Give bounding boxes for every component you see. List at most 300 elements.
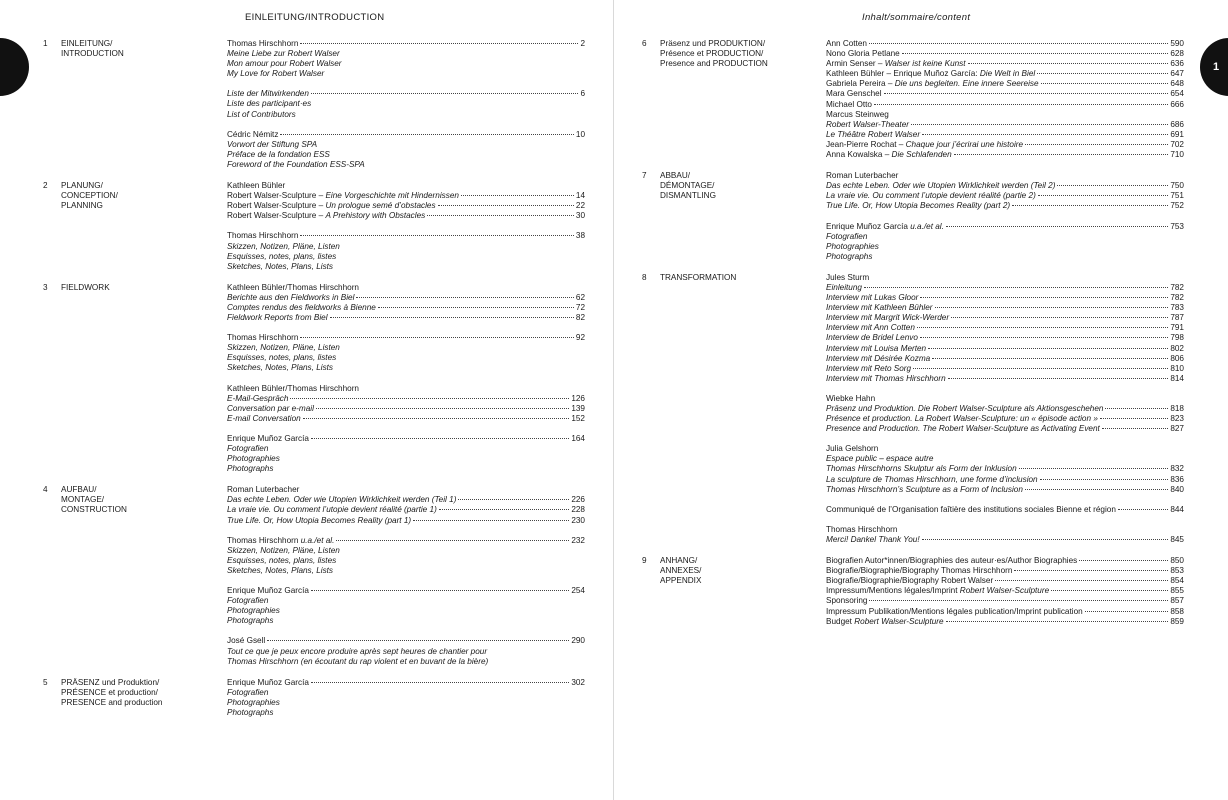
page-number: 850 — [1170, 556, 1184, 566]
toc-section — [642, 39, 1184, 160]
entry-text-main: Kathleen Bühler – Enrique Muñoz García: — [826, 69, 980, 79]
dot-leader — [336, 540, 569, 541]
dot-leader — [413, 520, 569, 521]
entry-text — [227, 636, 265, 646]
entry-group — [826, 171, 1184, 211]
entry-text — [227, 495, 456, 505]
section-entries — [227, 181, 585, 272]
entry-text — [227, 242, 340, 252]
entry-text-main: Fotografien — [826, 231, 868, 241]
dot-leader — [869, 600, 1168, 601]
entry-text — [826, 454, 933, 464]
entry-text — [826, 444, 878, 454]
entry-text-main: Interview mit Reto Sorg — [826, 363, 912, 373]
toc-entry — [826, 69, 1184, 79]
entry-text-main: Thomas Hirschhorn’s Sculpture as a Form of Inclusion — [826, 484, 1023, 494]
entry-text — [227, 414, 301, 424]
toc-section — [43, 181, 585, 272]
entry-text — [826, 424, 1100, 434]
toc-entry — [826, 586, 1184, 596]
entry-text — [826, 354, 930, 364]
dot-leader — [330, 317, 574, 318]
dot-leader — [280, 134, 573, 135]
entry-text-main: E-mail Conversation — [227, 413, 301, 423]
entry-text-main: Photographies — [227, 606, 280, 616]
toc-entry — [826, 49, 1184, 59]
toc-entry — [227, 434, 585, 444]
toc-entry — [227, 293, 585, 303]
entry-text — [826, 150, 952, 160]
toc-entry — [826, 283, 1184, 293]
entry-text-main: Roman Luterbacher — [826, 171, 899, 181]
entry-text-main: Photographs — [227, 464, 274, 474]
toc-entry — [227, 69, 585, 79]
entry-text-main: Interview mit Thomas Hirschhorn — [826, 373, 946, 383]
entry-text-main: Nono Gloria Petlane — [826, 49, 900, 59]
entry-text-main: Biografien Autor*innen/Biographies des auteur·es/Author Biographies — [826, 556, 1078, 566]
dot-leader — [917, 327, 1168, 328]
entry-text-main: Enrique Muñoz García — [227, 433, 309, 443]
running-head-right: Inhalt/sommaire/content — [862, 12, 971, 23]
entry-text — [227, 678, 309, 688]
section-title: FIELDWORK — [61, 282, 110, 292]
entry-text — [826, 475, 1038, 485]
page-number: 647 — [1170, 69, 1184, 79]
page-number: 302 — [571, 677, 585, 687]
entry-text — [826, 110, 889, 120]
entry-text — [826, 374, 946, 384]
toc-entry — [826, 293, 1184, 303]
entry-group — [227, 39, 585, 79]
section-title: PRÄSENZ und Produktion/ PRÉSENCE et production/ PRESENCE and production — [61, 677, 163, 707]
dot-leader — [1019, 468, 1169, 469]
dot-leader — [951, 317, 1168, 318]
entry-text — [826, 535, 920, 545]
section-title: ANHANG/ ANNEXES/ APPENDIX — [660, 556, 702, 586]
toc-entry — [227, 262, 585, 272]
entry-text — [227, 283, 359, 293]
entry-text-main: Le Théâtre Robert Walser — [826, 129, 921, 139]
toc-entry — [227, 394, 585, 404]
dot-leader — [946, 226, 1168, 227]
entry-text-main: True Life. Or, How Utopia Becomes Reality (part 1) — [227, 515, 412, 525]
page-number: 691 — [1170, 129, 1184, 139]
entry-text — [227, 160, 365, 170]
entry-text-main: Photographies — [826, 241, 879, 251]
entry-text-main: Marcus Steinweg — [826, 109, 889, 119]
section-title: PLANUNG/ CONCEPTION/ PLANNING — [61, 181, 118, 211]
page-number: 751 — [1170, 191, 1184, 201]
dot-leader — [438, 205, 574, 206]
entry-text — [826, 100, 872, 110]
dot-leader — [1079, 560, 1168, 561]
entry-text-main: Mon amour pour Robert Walser — [227, 59, 342, 69]
entry-text — [826, 171, 898, 181]
entry-text-main: Biografie/Biographie/Biography Robert Walser — [826, 576, 994, 586]
section-title: TRANSFORMATION — [660, 272, 737, 282]
toc-entry — [826, 39, 1184, 49]
entry-text — [826, 596, 867, 606]
toc-entry — [826, 374, 1184, 384]
entry-text — [227, 201, 436, 211]
chapter-tab: 1 — [1200, 38, 1228, 96]
entry-text — [826, 140, 1023, 150]
dot-leader — [995, 580, 1168, 581]
entry-text — [826, 222, 944, 232]
dot-leader — [922, 134, 1168, 135]
page-number: 72 — [575, 302, 585, 312]
toc-entry — [826, 333, 1184, 343]
page-number: 752 — [1170, 201, 1184, 211]
page-number: 854 — [1170, 576, 1184, 586]
entry-text-main: Armin Senser – — [826, 59, 885, 69]
page-number: 126 — [571, 393, 585, 403]
entry-text — [227, 99, 311, 109]
entry-text-italic: u.a./et al. — [910, 221, 944, 231]
entry-text-main: Fieldwork Reports from Biel — [227, 313, 328, 323]
toc-entry — [227, 231, 585, 241]
entry-text-main: Espace public – espace autre — [826, 454, 934, 464]
toc-entry — [227, 556, 585, 566]
dot-leader — [911, 124, 1168, 125]
toc-entry — [826, 130, 1184, 140]
section-title: AUFBAU/ MONTAGE/ CONSTRUCTION — [61, 485, 127, 515]
section-title: EINLEITUNG/ INTRODUCTION — [61, 39, 124, 59]
dot-leader — [920, 337, 1168, 338]
dot-leader — [1041, 83, 1169, 84]
toc-entry — [227, 708, 585, 718]
entry-text — [826, 586, 1049, 596]
entry-text-main: Thomas Hirschhorns Skulptur als Form der Inklusion — [826, 464, 1017, 474]
toc-entry — [227, 688, 585, 698]
entry-text-main: Tout ce que je peux encore produire après sept heures de chantier pour — [227, 646, 488, 656]
dot-leader — [1085, 611, 1169, 612]
entry-text-main: Foreword of the Foundation ESS-SPA — [227, 159, 365, 169]
entry-group — [826, 273, 1184, 384]
entry-group — [227, 89, 585, 119]
entry-text — [826, 505, 1116, 515]
toc-entry — [826, 273, 1184, 283]
toc-entry — [227, 150, 585, 160]
entry-text — [826, 49, 900, 59]
entry-text — [826, 576, 993, 586]
toc-entry — [227, 647, 585, 657]
page-number: 666 — [1170, 99, 1184, 109]
entry-text — [227, 231, 298, 241]
entry-group — [227, 333, 585, 373]
toc-entry — [227, 404, 585, 414]
entry-group — [826, 444, 1184, 494]
page-number: 164 — [571, 433, 585, 443]
toc-entry — [826, 566, 1184, 576]
dot-leader — [311, 438, 569, 439]
entry-text — [227, 353, 336, 363]
entry-text — [227, 657, 488, 667]
entry-text — [826, 607, 1083, 617]
entry-text — [826, 181, 1055, 191]
entry-text — [826, 130, 920, 140]
entry-text — [826, 69, 1035, 79]
entry-text — [826, 556, 1077, 566]
dot-leader — [311, 682, 569, 683]
section-entries — [227, 678, 585, 718]
entry-text — [826, 617, 944, 627]
entry-text — [826, 273, 869, 283]
page-number: 783 — [1170, 303, 1184, 313]
toc-entry — [826, 232, 1184, 242]
entry-text-main: Interview mit Kathleen Bühler — [826, 303, 933, 313]
page-number: 636 — [1170, 59, 1184, 69]
entry-text-main: Fotografien — [227, 444, 269, 453]
entry-text — [227, 434, 309, 444]
entry-text-main: Sketches, Notes, Plans, Lists — [227, 261, 334, 271]
entry-text-italic: Die Schlafenden — [891, 150, 952, 160]
entry-text-main: Gabriela Pereira – — [826, 79, 895, 89]
toc-section — [642, 556, 1184, 627]
section-number: 2 — [43, 181, 48, 191]
entry-text-main: Jean-Pierre Rochat – — [826, 139, 906, 149]
toc-entry — [227, 89, 585, 99]
entry-text-main: Cédric Némitz — [227, 129, 279, 139]
entry-text — [826, 89, 882, 99]
page-number: 648 — [1170, 79, 1184, 89]
toc-entry — [227, 252, 585, 262]
toc-entry — [826, 404, 1184, 414]
dot-leader — [920, 297, 1168, 298]
toc-entry — [227, 454, 585, 464]
entry-text — [227, 404, 314, 414]
dot-leader — [300, 337, 573, 338]
toc-entry — [227, 464, 585, 474]
page-number: 226 — [571, 495, 585, 505]
entry-text-main: Communiqué de l’Organisation faîtière des institutions sociales Bienne et région — [826, 504, 1116, 514]
toc-entry — [826, 89, 1184, 99]
entry-text — [826, 404, 1103, 414]
entry-text-main: Présence et production. La Robert Walser-Sculpture: un « épisode action » — [826, 414, 1098, 424]
dot-leader — [1040, 479, 1169, 480]
dot-leader — [864, 287, 1168, 288]
page-number: 30 — [575, 211, 585, 221]
entry-text — [826, 252, 872, 262]
toc-entry — [227, 495, 585, 505]
toc-entry — [227, 283, 585, 293]
section-number: 6 — [642, 39, 647, 48]
page-number: 802 — [1170, 343, 1184, 353]
entry-text-main: Interview mit Lukas Gloor — [826, 293, 919, 303]
toc-entry — [227, 343, 585, 353]
toc-entry — [826, 454, 1184, 464]
entry-text-main: Budget — [826, 616, 855, 626]
entry-text — [227, 130, 278, 140]
page-number: 836 — [1170, 474, 1184, 484]
toc-section — [43, 39, 585, 170]
entry-text — [826, 191, 1036, 201]
entry-text-main: E-Mail-Gespräch — [227, 393, 289, 403]
toc-entry — [227, 363, 585, 373]
dot-leader — [290, 398, 569, 399]
toc-right — [642, 39, 1184, 638]
entry-text-main: Michael Otto — [826, 99, 872, 109]
toc-entry — [826, 444, 1184, 454]
toc-entry — [227, 49, 585, 59]
entry-text-main: Esquisses, notes, plans, listes — [227, 555, 337, 565]
toc-entry — [826, 59, 1184, 69]
running-head-left: EINLEITUNG/INTRODUCTION — [245, 12, 385, 23]
entry-text-main: Photographs — [227, 616, 274, 626]
entry-text-main: Thomas Hirschhorn — [227, 535, 301, 545]
toc-entry — [227, 191, 585, 201]
page-number: 290 — [571, 636, 585, 646]
dot-leader — [1025, 489, 1168, 490]
toc-entry — [227, 586, 585, 596]
toc-entry — [227, 616, 585, 626]
entry-text-main: Conversation par e-mail — [227, 403, 314, 413]
entry-text-italic: Die Welt in Biel — [979, 69, 1036, 79]
page-number: 818 — [1170, 404, 1184, 413]
dot-leader — [1057, 185, 1168, 186]
entry-text-main: Das echte Leben. Oder wie Utopien Wirklichkeit werden (Teil 1) — [227, 495, 457, 505]
toc-entry — [227, 546, 585, 556]
section-entries — [826, 171, 1184, 262]
right-page — [614, 0, 1228, 800]
entry-text — [826, 414, 1098, 424]
dot-leader — [267, 640, 569, 641]
page-number: 810 — [1170, 363, 1184, 373]
entry-text — [227, 384, 359, 394]
entry-text-main: Comptes rendus des fieldworks à Bienne — [227, 302, 376, 312]
entry-text-main: José Gsell — [227, 636, 266, 646]
entry-group — [227, 231, 585, 271]
section-number: 5 — [43, 677, 48, 687]
dot-leader — [932, 358, 1168, 359]
toc-entry — [826, 505, 1184, 515]
toc-entry — [227, 201, 585, 211]
entry-text — [227, 454, 280, 464]
page-number: 92 — [575, 333, 585, 343]
toc-entry — [826, 525, 1184, 535]
page-number: 806 — [1170, 353, 1184, 363]
entry-text-main: Robert Walser-Theater — [826, 119, 909, 129]
dot-leader — [1100, 418, 1168, 419]
toc-entry — [826, 120, 1184, 130]
entry-text-main: Jules Sturm — [826, 272, 870, 282]
toc-section — [43, 283, 585, 475]
toc-entry — [826, 313, 1184, 323]
entry-text-main: Photographs — [227, 707, 274, 717]
entry-group — [826, 525, 1184, 545]
entry-text — [826, 525, 897, 535]
entry-text — [227, 516, 411, 526]
toc-entry — [826, 242, 1184, 252]
section-entries — [227, 39, 585, 170]
toc-entry — [227, 505, 585, 515]
page-number: 832 — [1170, 464, 1184, 474]
entry-text — [227, 647, 487, 657]
entry-text — [227, 181, 285, 191]
toc-section — [43, 678, 585, 718]
toc-entry — [227, 536, 585, 546]
section-entries — [826, 556, 1184, 627]
entry-text — [227, 110, 296, 120]
section-title: ABBAU/ DÉMONTAGE/ DISMANTLING — [660, 171, 716, 201]
entry-text-main: Skizzen, Notizen, Pläne, Listen — [227, 241, 340, 251]
dot-leader — [968, 63, 1169, 64]
entry-text-main: Interview mit Louisa Merten — [826, 343, 927, 353]
entry-text — [227, 252, 336, 262]
toc-entry — [826, 344, 1184, 354]
entry-text-main: Interview mit Désirée Kozma — [826, 353, 931, 363]
toc-entry — [826, 464, 1184, 474]
dot-leader — [378, 307, 574, 308]
dot-leader — [1037, 73, 1168, 74]
entry-text-italic: Walser ist keine Kunst — [884, 59, 966, 69]
entry-text — [826, 566, 1012, 576]
entry-text — [227, 140, 317, 150]
dot-leader — [954, 154, 1169, 155]
entry-text — [826, 313, 949, 323]
entry-text-main: Photographies — [227, 454, 280, 464]
page-number: 840 — [1170, 484, 1184, 494]
toc-entry — [826, 181, 1184, 191]
entry-text-main: Fotografien — [227, 687, 269, 697]
entry-text — [227, 69, 324, 79]
entry-text-main: Fotografien — [227, 596, 269, 606]
page-number: 38 — [575, 231, 585, 241]
entry-text — [826, 201, 1010, 211]
entry-text-main: Photographies — [227, 697, 280, 707]
entry-text-main: Esquisses, notes, plans, listes — [227, 353, 337, 363]
entry-text — [227, 303, 376, 313]
toc-entry — [227, 485, 585, 495]
dot-leader — [427, 215, 574, 216]
entry-text — [227, 596, 268, 606]
toc-entry — [227, 303, 585, 313]
entry-text — [227, 262, 333, 272]
page-number: 62 — [575, 292, 585, 302]
entry-text — [227, 505, 437, 515]
toc-entry — [826, 485, 1184, 495]
entry-text-main: Robert Walser-Sculpture – — [227, 211, 326, 221]
page-number: 853 — [1170, 566, 1184, 576]
entry-text-italic: Chaque jour j’écrirai une histoire — [905, 139, 1024, 149]
entry-text — [227, 556, 336, 566]
dot-leader — [1118, 509, 1168, 510]
entry-text — [227, 293, 354, 303]
page-number: 845 — [1170, 534, 1184, 544]
page-number: 753 — [1170, 221, 1184, 231]
toc-section — [642, 171, 1184, 262]
toc-entry — [826, 535, 1184, 545]
entry-text — [826, 39, 867, 49]
entry-text — [227, 89, 309, 99]
page-number: 254 — [571, 586, 585, 596]
page-number: 857 — [1170, 596, 1184, 606]
toc-entry — [227, 414, 585, 424]
entry-text-main: True Life. Or, How Utopia Becomes Reality (part 2) — [826, 201, 1011, 211]
entry-text-main: La vraie vie. Ou comment l’utopie devient réalité (partie 1) — [227, 505, 437, 515]
entry-text — [826, 283, 862, 293]
dot-leader — [1038, 195, 1169, 196]
entry-text — [826, 232, 867, 242]
page-number: 791 — [1170, 323, 1184, 333]
entry-text-main: Liste des participant·es — [227, 99, 312, 109]
toc-entry — [826, 79, 1184, 89]
page-number: 844 — [1170, 504, 1184, 514]
entry-group — [826, 222, 1184, 262]
toc-entry — [227, 313, 585, 323]
entry-text-main: Anna Kowalska – — [826, 150, 892, 160]
entry-group — [227, 485, 585, 525]
